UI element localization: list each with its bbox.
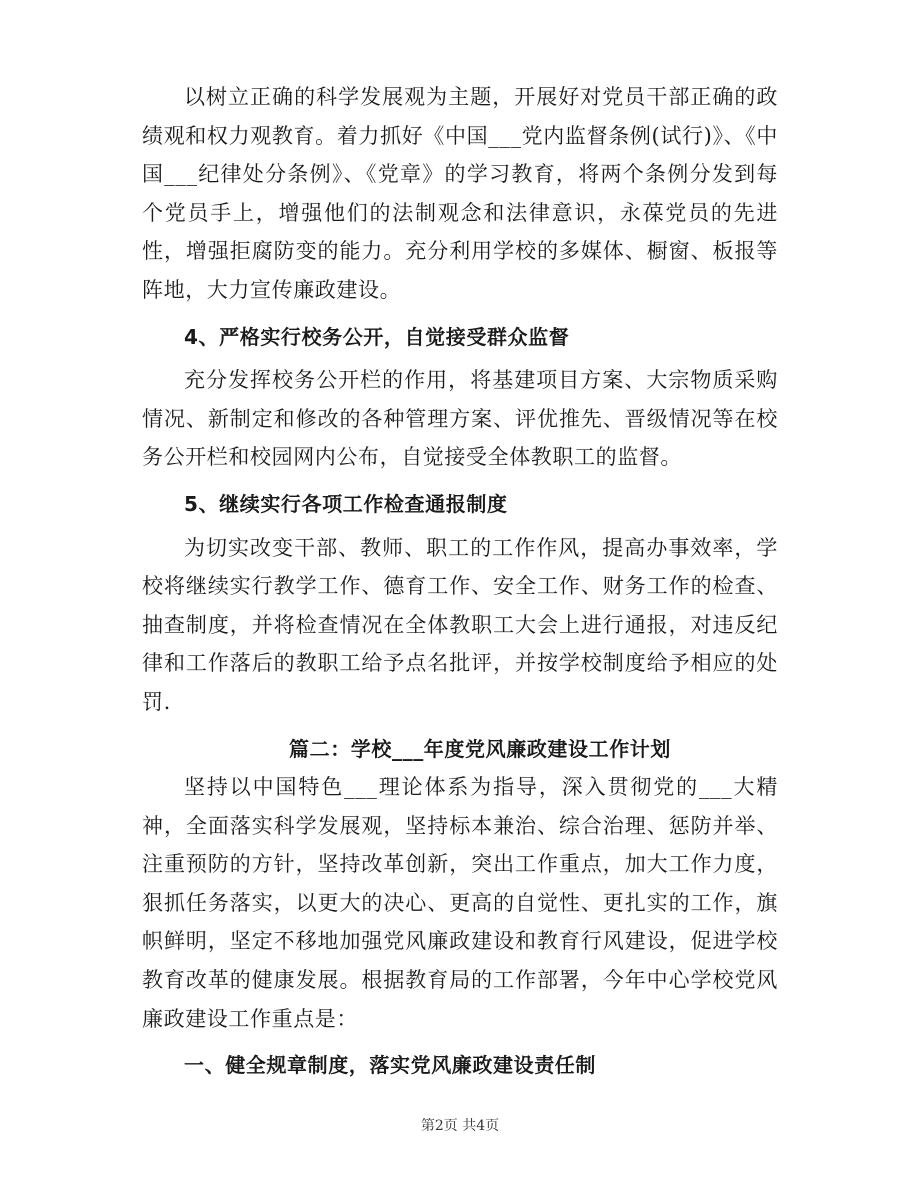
- paragraph-inspection: 为切实改变干部、教师、职工的工作作风，提高办事效率，学校将继续实行教学工作、德育工作、安全工作、财务工作的检查、抽查制度，并将检查情况在全体教职工大会上进行通报，对违反纪律和工作落后的教职工给予点名批评，并按学校制度给予相应的处罚.: [142, 535, 778, 714]
- heading-school-affairs-disclosure: 4、严格实行校务公开，自觉接受群众监督: [184, 324, 570, 349]
- paragraph-education: 以树立正确的科学发展观为主题，开展好对党员干部正确的政绩观和权力观教育。着力抓好《中国___党内监督条例(试行)》、《中国___纪律处分条例》、《党章》的学习教育，将两个条例分发到每个党员手上，增强他们的法制观念和法律意识，永葆党员的先进性，增强拒腐防变的能力。充分利用学校的多媒体、橱窗、板报等阵地，大力宣传廉政建设。: [142, 85, 778, 302]
- paragraph-guiding-principle: 坚持以中国特色___理论体系为指导，深入贯彻党的___大精神，全面落实科学发展观，坚持标本兼治、综合治理、惩防并举、注重预防的方针，坚持改革创新，突出工作重点，加大工作力度，狠抓任务落实，以更大的决心、更高的自觉性、更扎实的工作，旗帜鲜明，坚定不移地加强党风廉政建设和教育行风建设，促进学校教育改革的健康发展。根据教育局的工作部署，今年中心学校党风廉政建设工作重点是：: [142, 775, 778, 1031]
- page-number: 第2页 共4页: [420, 1118, 500, 1134]
- heading-inspection-reporting: 5、继续实行各项工作检查通报制度: [184, 491, 508, 516]
- paragraph-disclosure: 充分发挥校务公开栏的作用，将基建项目方案、大宗物质采购情况、新制定和修改的各种管理方案、评优推先、晋级情况等在校务公开栏和校园网内公布，自觉接受全体教职工的监督。: [142, 368, 778, 470]
- document-body: [142, 78, 778, 1085]
- heading-rules-responsibility: 一、健全规章制度，落实党风廉政建设责任制: [184, 1053, 596, 1078]
- section-title-part-two: 篇二：学校___年度党风廉政建设工作计划: [289, 736, 671, 761]
